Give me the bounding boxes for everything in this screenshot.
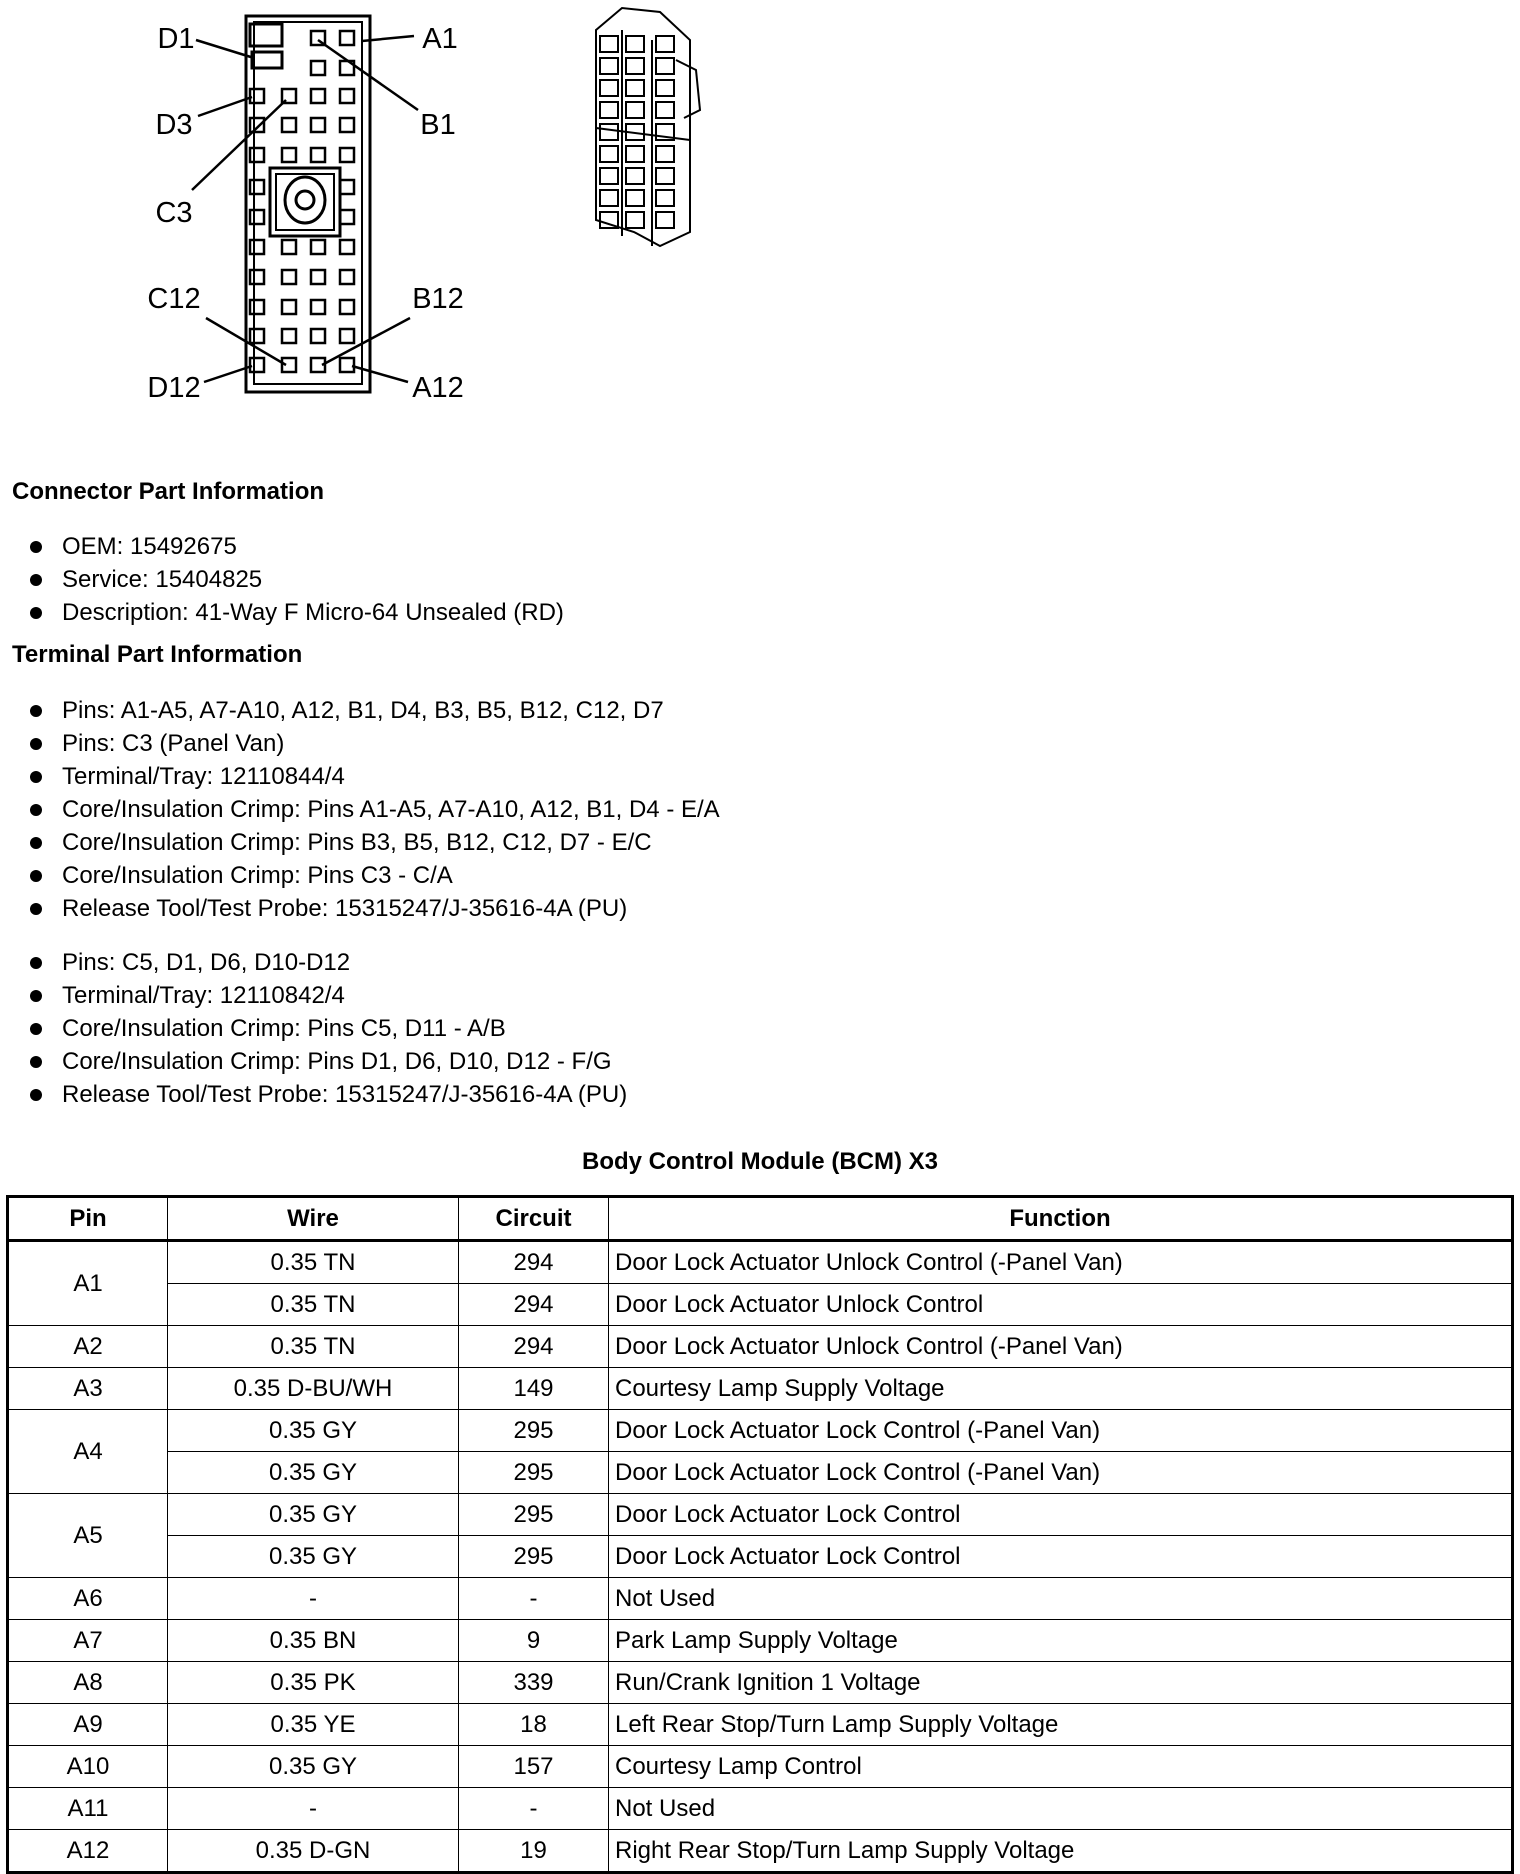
cell-pin: A12 (8, 1830, 168, 1873)
cell-circuit: 294 (459, 1241, 609, 1284)
pin-cavity (250, 358, 264, 372)
pin-label-a12: A12 (412, 372, 464, 404)
pin-cavity (311, 270, 325, 284)
list-item: Pins: C5, D1, D6, D10-D12 (26, 946, 627, 979)
table-row (8, 1494, 1513, 1536)
list-item: Terminal/Tray: 12110842/4 (26, 979, 627, 1012)
perspective-cavity (656, 36, 674, 52)
pin-cavity (311, 329, 325, 343)
pin-label-d12: D12 (147, 372, 201, 404)
pin-cavity (282, 240, 296, 254)
pin-cavity (340, 210, 354, 224)
cell-wire: - (168, 1788, 459, 1830)
pin-cavity (311, 300, 325, 314)
cell-wire: 0.35 YE (168, 1704, 459, 1746)
list-item: Core/Insulation Crimp: Pins A1-A5, A7-A10, A12, B1, D4 - E/A (26, 793, 720, 826)
list-item: Pins: C3 (Panel Van) (26, 727, 720, 760)
pin-cavity (282, 118, 296, 132)
list-item: Core/Insulation Crimp: Pins C5, D11 - A/B (26, 1012, 627, 1045)
cell-circuit: 295 (459, 1410, 609, 1452)
pin-cavity (250, 270, 264, 284)
perspective-cavity (626, 80, 644, 96)
table-row (8, 1662, 1513, 1704)
perspective-cavity (626, 36, 644, 52)
perspective-cavity (626, 146, 644, 162)
terminal-info-heading: Terminal Part Information (12, 641, 303, 668)
table-row (8, 1452, 1513, 1494)
table-row (8, 1578, 1513, 1620)
connector-info-list (26, 530, 564, 629)
header-function: Function (609, 1197, 1513, 1241)
list-item: Description: 41-Way F Micro-64 Unsealed (RD) (26, 596, 564, 629)
table-body (8, 1241, 1513, 1873)
terminal-info-list-2 (26, 946, 627, 1111)
cell-circuit: 295 (459, 1494, 609, 1536)
connector-perspective-view (596, 8, 700, 246)
cell-function: Door Lock Actuator Unlock Control (-Panel Van) (609, 1241, 1513, 1284)
pin-cavity (250, 180, 264, 194)
cell-pin: A8 (8, 1662, 168, 1704)
pin-cavity (311, 240, 325, 254)
perspective-cavity (600, 36, 618, 52)
perspective-cavity (600, 58, 618, 74)
cell-function: Not Used (609, 1578, 1513, 1620)
table-header-row (8, 1197, 1513, 1241)
pin-cavity (340, 270, 354, 284)
cell-function: Door Lock Actuator Lock Control (609, 1536, 1513, 1578)
table-row (8, 1368, 1513, 1410)
pin-cavity (311, 89, 325, 103)
cell-pin: A10 (8, 1746, 168, 1788)
pin-cavity (282, 300, 296, 314)
cell-pin: A6 (8, 1578, 168, 1620)
pinout-table (6, 1195, 1514, 1874)
table-row (8, 1410, 1513, 1452)
cell-circuit: 339 (459, 1662, 609, 1704)
cell-function: Left Rear Stop/Turn Lamp Supply Voltage (609, 1704, 1513, 1746)
perspective-cavity (626, 190, 644, 206)
cell-function: Park Lamp Supply Voltage (609, 1620, 1513, 1662)
perspective-cavity (656, 80, 674, 96)
cell-wire: 0.35 GY (168, 1536, 459, 1578)
cell-circuit: 19 (459, 1830, 609, 1873)
pin-cavity (340, 300, 354, 314)
pin-label-c12: C12 (147, 283, 201, 315)
pin-cavity (340, 358, 354, 372)
pin-cavity (340, 31, 354, 45)
perspective-cavity (626, 212, 644, 228)
cell-wire: 0.35 D-BU/WH (168, 1368, 459, 1410)
pin-cavity (250, 240, 264, 254)
cell-circuit: 18 (459, 1704, 609, 1746)
perspective-cavity (600, 190, 618, 206)
table-row (8, 1326, 1513, 1368)
cell-wire: 0.35 TN (168, 1284, 459, 1326)
cell-wire: 0.35 PK (168, 1662, 459, 1704)
cell-circuit: 294 (459, 1326, 609, 1368)
perspective-cavity (626, 102, 644, 118)
cell-function: Door Lock Actuator Lock Control (-Panel Van) (609, 1452, 1513, 1494)
terminal-info-list-1 (26, 694, 720, 925)
pin-cavity (311, 118, 325, 132)
table-row (8, 1704, 1513, 1746)
perspective-cavity (656, 146, 674, 162)
pin-cavity (340, 180, 354, 194)
cell-pin: A5 (8, 1494, 168, 1578)
cell-function: Not Used (609, 1788, 1513, 1830)
cell-wire: 0.35 GY (168, 1746, 459, 1788)
pin-label-b1: B1 (420, 109, 456, 141)
cell-circuit: 149 (459, 1368, 609, 1410)
cell-function: Courtesy Lamp Supply Voltage (609, 1368, 1513, 1410)
list-item: Service: 15404825 (26, 563, 564, 596)
pin-cavity (340, 89, 354, 103)
pin-cavity (250, 118, 264, 132)
table-row (8, 1620, 1513, 1662)
table-row (8, 1746, 1513, 1788)
cell-circuit: 157 (459, 1746, 609, 1788)
list-item: Pins: A1-A5, A7-A10, A12, B1, D4, B3, B5, B12, C12, D7 (26, 694, 720, 727)
cell-wire: 0.35 TN (168, 1326, 459, 1368)
pin-label-a1: A1 (422, 23, 458, 55)
cell-circuit: - (459, 1578, 609, 1620)
perspective-cavity (600, 146, 618, 162)
table-row (8, 1241, 1513, 1284)
pin-cavity (250, 300, 264, 314)
pin-cavity (340, 118, 354, 132)
perspective-cavity (600, 80, 618, 96)
cell-wire: 0.35 GY (168, 1410, 459, 1452)
cell-circuit: 294 (459, 1284, 609, 1326)
perspective-cavity (656, 190, 674, 206)
cell-pin: A2 (8, 1326, 168, 1368)
cell-circuit: 295 (459, 1536, 609, 1578)
cell-function: Courtesy Lamp Control (609, 1746, 1513, 1788)
perspective-cavity (656, 212, 674, 228)
pin-cavity (250, 210, 264, 224)
pin-cavity (340, 240, 354, 254)
cell-circuit: - (459, 1788, 609, 1830)
cell-function: Run/Crank Ignition 1 Voltage (609, 1662, 1513, 1704)
connector-info-heading: Connector Part Information (12, 478, 325, 505)
cell-function: Door Lock Actuator Lock Control (-Panel Van) (609, 1410, 1513, 1452)
cell-pin: A7 (8, 1620, 168, 1662)
table-row (8, 1788, 1513, 1830)
header-wire: Wire (168, 1197, 459, 1241)
table-title: Body Control Module (BCM) X3 (582, 1148, 938, 1175)
connector-diagram (0, 0, 1520, 420)
pin-cavity (340, 148, 354, 162)
cell-pin: A11 (8, 1788, 168, 1830)
cell-function: Door Lock Actuator Lock Control (609, 1494, 1513, 1536)
pin-label-d1: D1 (157, 23, 195, 55)
cell-pin: A9 (8, 1704, 168, 1746)
table-row (8, 1536, 1513, 1578)
perspective-cavity (600, 102, 618, 118)
perspective-cavity (656, 102, 674, 118)
list-item: OEM: 15492675 (26, 530, 564, 563)
list-item: Core/Insulation Crimp: Pins D1, D6, D10, D12 - F/G (26, 1045, 627, 1078)
connector-face-view (246, 16, 370, 392)
cell-function: Door Lock Actuator Unlock Control (-Panel Van) (609, 1326, 1513, 1368)
cell-circuit: 9 (459, 1620, 609, 1662)
pin-cavity (311, 61, 325, 75)
list-item: Terminal/Tray: 12110844/4 (26, 760, 720, 793)
perspective-cavity (626, 168, 644, 184)
pin-cavity (282, 329, 296, 343)
table-row (8, 1284, 1513, 1326)
pin-cavity (311, 148, 325, 162)
cell-wire: 0.35 BN (168, 1620, 459, 1662)
cell-pin: A4 (8, 1410, 168, 1494)
pin-cavity (340, 329, 354, 343)
list-item: Core/Insulation Crimp: Pins C3 - C/A (26, 859, 720, 892)
pin-label-c3: C3 (155, 197, 193, 229)
header-pin: Pin (8, 1197, 168, 1241)
cell-wire: 0.35 GY (168, 1494, 459, 1536)
pin-cavity (282, 270, 296, 284)
cell-wire: - (168, 1578, 459, 1620)
pin-cavity (250, 148, 264, 162)
perspective-cavity (656, 58, 674, 74)
list-item: Release Tool/Test Probe: 15315247/J-35616-4A (PU) (26, 892, 720, 925)
cell-wire: 0.35 GY (168, 1452, 459, 1494)
cell-function: Door Lock Actuator Unlock Control (609, 1284, 1513, 1326)
cell-pin: A3 (8, 1368, 168, 1410)
perspective-cavity (600, 168, 618, 184)
pin-cavity (250, 89, 264, 103)
pin-cavity (282, 148, 296, 162)
pin-label-b12: B12 (412, 283, 464, 315)
cell-circuit: 295 (459, 1452, 609, 1494)
cell-wire: 0.35 D-GN (168, 1830, 459, 1873)
cell-wire: 0.35 TN (168, 1241, 459, 1284)
list-item: Core/Insulation Crimp: Pins B3, B5, B12, C12, D7 - E/C (26, 826, 720, 859)
pin-cavity (250, 329, 264, 343)
perspective-cavity (656, 168, 674, 184)
perspective-cavity (600, 124, 618, 140)
cell-pin: A1 (8, 1241, 168, 1326)
cell-function: Right Rear Stop/Turn Lamp Supply Voltage (609, 1830, 1513, 1873)
list-item: Release Tool/Test Probe: 15315247/J-35616-4A (PU) (26, 1078, 627, 1111)
perspective-cavity (626, 58, 644, 74)
pin-label-d3: D3 (155, 109, 193, 141)
header-circuit: Circuit (459, 1197, 609, 1241)
table-row (8, 1830, 1513, 1873)
